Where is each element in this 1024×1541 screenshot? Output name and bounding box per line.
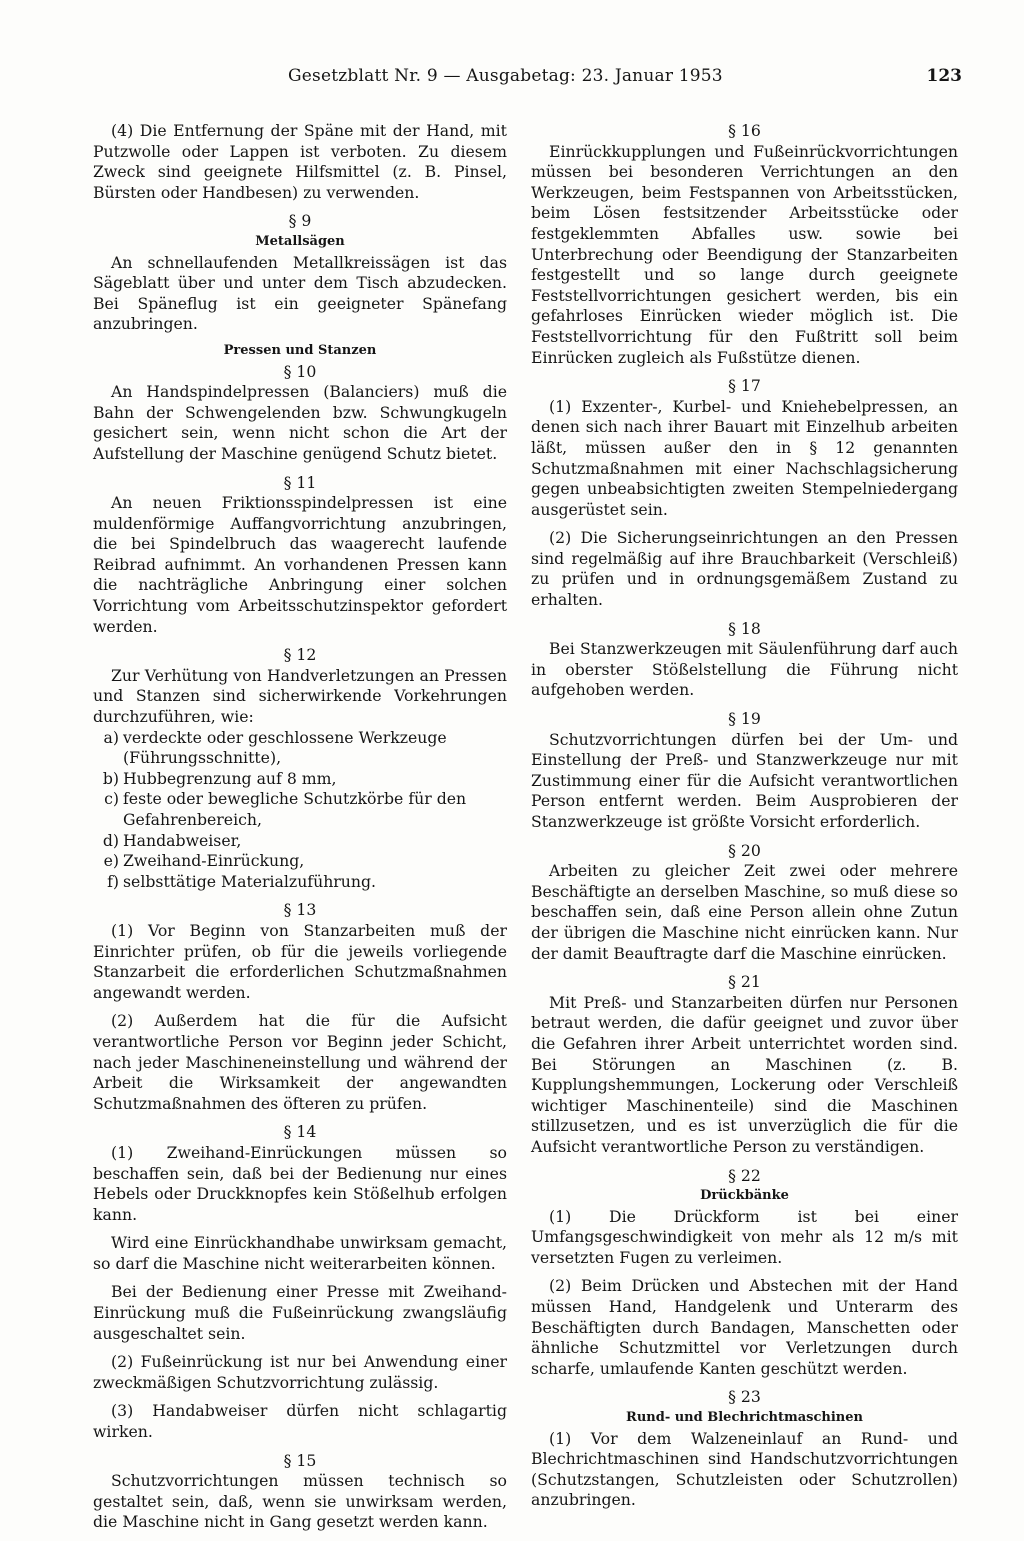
section-22-heading: Drückbänke (700, 1188, 789, 1204)
section-22-number: § 22 (728, 1165, 761, 1185)
section-19-text: Schutzvorrichtungen dürfen bei der Um- und Einstellung der Preß- und Stanzwerkzeuge nur mit Zustimmung einer für die Aufsicht verantwortlichen Person entfernt werden. Beim Ausprobieren der Stanzwerkzeuge ist größte Vorsicht erforderlich. (531, 729, 958, 831)
section-14-p3: (3) Handabweiser dürfen nicht schlagartig wirken. (93, 1401, 507, 1442)
section-21-number: § 21 (728, 972, 761, 992)
section-12-text: Zur Verhütung von Handverletzungen an Pressen und Stanzen sind sicherwirkende Vorkehrungen durchzuführen, wie: (93, 665, 507, 727)
section-11-number: § 11 (283, 472, 317, 492)
list-item-label: b) (102, 768, 119, 788)
section-14-p1: (1) Zweihand-Einrückungen müssen so beschaffen sein, daß bei der Bedienung nur eines Hebels oder Druckknopfes kein Stößelhub erfolgen kann. (93, 1142, 507, 1224)
section-22-p2: (2) Beim Drücken und Abstechen mit der Hand müssen Hand, Handgelenk und Unterarm des Beschäftigten durch Bandagen, Manschetten oder ähnliche Schutzmittel vor Verletzungen durch scharfe, umlaufende Kanten geschützt werden. (531, 1276, 958, 1378)
right-column (531, 121, 958, 1519)
list-item-label: c) (104, 789, 119, 809)
section-14-number: § 14 (283, 1122, 317, 1142)
list-item-text: selbsttätige Materialzuführung. (123, 871, 377, 891)
page-number: 123 (926, 66, 962, 86)
section-9-number: § 9 (288, 211, 312, 231)
section-13-p1: (1) Vor Beginn von Stanzarbeiten muß der Einrichter prüfen, ob für die jeweils vorliegende Stanzarbeit die erforderlichen Schutzmaßnahmen angewandt werden. (93, 920, 507, 1002)
list-item (93, 851, 507, 872)
section-10-text: An Handspindelpressen (Balanciers) muß die Bahn der Schwengelenden bzw. Schwungkugeln gesichert sein, wenn nicht schon die Art der Aufstellung der Maschine genügend Schutz bietet. (93, 382, 507, 463)
list-item (93, 728, 507, 769)
list-item-label: e) (103, 851, 119, 871)
list-item-text: Handabweiser, (123, 830, 242, 850)
section-18-number: § 18 (728, 618, 761, 638)
section-16-number: § 16 (728, 121, 761, 140)
list-item-text: verdeckte oder geschlossene Werkzeuge (Führungsschnitte), (123, 727, 447, 768)
list-item-text: Zweihand-Einrückung, (123, 851, 305, 871)
gazette-title: Gesetzblatt Nr. 9 — Ausgabetag: 23. Januar 1953 (288, 66, 723, 86)
list-item-label: f) (107, 871, 119, 891)
section-20-text: Arbeiten zu gleicher Zeit zwei oder mehrere Beschäftigte an derselben Maschine, so muß diese so beschaffen sein, daß eine Person allein ohne Zutun der übrigen die Maschine nicht einrücken kann. Nur der damit Beauftragte darf die Maschine einrücken. (531, 861, 958, 963)
section-18-text: Bei Stanzwerkzeugen mit Säulenführung darf auch in oberster Stößelstellung die Führung nicht aufgehoben werden. (531, 639, 958, 700)
section-22-p1: (1) Die Drückform ist bei einer Umfangsgeschwindigkeit von mehr als 12 m/s mit versetzten Fugen zu verleimen. (531, 1206, 958, 1267)
section-17-p1: (1) Exzenter-, Kurbel- und Kniehebelpressen, an denen sich nach ihrer Bauart mit Einzelhub arbeiten läßt, müssen außer den in § 12 genannten Schutzmaßnahmen mit einer Nachschlagsicherung gegen unbeabsichtigten zweiten Stempelniedergang ausgerüstet sein. (531, 396, 958, 519)
section-9-text: An schnellaufenden Metallkreissägen ist das Sägeblatt über und unter dem Tisch abzudecken. Bei Späneflug ist ein geeigneter Spänefang anzubringen. (93, 252, 507, 334)
section-23-p1: (1) Vor dem Walzeneinlauf an Rund- und Blechrichtmaschinen sind Handschutzvorrichtungen (Schutzstangen, Schutzleisten oder Schutzrollen) anzubringen. (531, 1428, 958, 1510)
section-9-heading: Metallsägen (255, 233, 345, 249)
list-item-text: Hubbegrenzung auf 8 mm, (123, 768, 337, 788)
list-item-label: d) (102, 830, 119, 850)
section-13-p2: (2) Außerdem hat die für die Aufsicht verantwortliche Person vor Beginn jeder Schicht, nach jeder Maschineneinstellung und während der Arbeit die Wirksamkeit der angewandten Schutzmaßnahmen des öfteren zu prüfen. (93, 1011, 507, 1113)
paragraph-8-4: (4) Die Entfernung der Späne mit der Hand, mit Putzwolle oder Lappen ist verboten. Zu diesem Zweck sind geeignete Hilfsmittel (z. B. Pinsel, Bürsten oder Handbesen) zu verwenden. (93, 121, 507, 202)
section-20-number: § 20 (728, 840, 761, 860)
section-15-number: § 15 (283, 1450, 317, 1470)
section-23-number: § 23 (728, 1387, 761, 1407)
section-14-p2: (2) Fußeinrückung ist nur bei Anwendung einer zweckmäßigen Schutzvorrichtung zulässig. (93, 1352, 507, 1392)
section-10-number: § 10 (283, 361, 317, 381)
section-11-text: An neuen Friktionsspindelpressen ist eine muldenförmige Auffangvorrichtung anzubringen, die bei Spindelbruch das waagerecht laufende Reibrad aufnimmt. An vorhandenen Pressen kann die nachträgliche Anbringung einer solchen Vorrichtung vom Arbeitsschutzinspektor gefordert werden. (93, 493, 507, 636)
section-12-list (93, 728, 507, 893)
section-15-text: Schutzvorrichtungen müssen technisch so gestaltet sein, daß, wenn sie unwirksam werden, die Maschine nicht in Gang gesetzt werden kann. (93, 1471, 507, 1532)
section-17-p2: (2) Die Sicherungseinrichtungen an den Pressen sind regelmäßig auf ihre Brauchbarkeit (Verschleiß) zu prüfen und in ordnungsgemäßem Zustand zu erhalten. (531, 528, 958, 610)
section-13-number: § 13 (283, 900, 317, 920)
heading-pressen-stanzen: Pressen und Stanzen (223, 342, 377, 358)
list-item (93, 831, 507, 852)
list-item-text: feste oder bewegliche Schutzkörbe für den Gefahrenbereich, (123, 789, 467, 829)
list-item (93, 789, 507, 830)
section-14-p1b: Wird eine Einrückhandhabe unwirksam gemacht, so darf die Maschine nicht weiterarbeiten können. (93, 1233, 507, 1273)
section-16-text: Einrückkupplungen und Fußeinrückvorrichtungen müssen bei besonderen Verrichtungen an den Werkzeugen, beim Festspannen von Arbeitsstücken, beim Lösen festsitzender Arbeitsstücke oder festgeklemmten Abfalles usw. sowie bei Unterbrechung oder Beendigung der Stanzarbeiten festgestellt und so lange durch geeignete Feststellvorrichtungen gesichert werden, bis ein gefahrloses Einrücken wieder möglich ist. Die Feststellvorrichtung für den Fußtritt soll beim Einrücken zugleich als Fußstütze dienen. (531, 141, 958, 367)
list-item-label: a) (103, 727, 119, 747)
section-21-text: Mit Preß- und Stanzarbeiten dürfen nur Personen betraut werden, die dafür geeignet und zuvor über die Gefahren ihrer Arbeit unterrichtet worden sind. Bei Störungen an Maschinen (z. B. Kupplungshemmungen, Lockerung oder Verschleiß wichtiger Maschinenteile) sind die Maschinen stillzusetzen, und es ist unverzüglich die für die Aufsicht verantwortliche Person zu verständigen. (531, 992, 958, 1156)
section-14-p1c: Bei der Bedienung einer Presse mit Zweihand-Einrückung muß die Fußeinrückung zwangsläufig ausgeschaltet sein. (93, 1282, 507, 1343)
list-item (93, 769, 507, 790)
list-item (93, 872, 507, 893)
section-17-number: § 17 (728, 376, 761, 396)
section-19-number: § 19 (728, 709, 761, 729)
left-column (93, 121, 507, 1541)
section-12-number: § 12 (283, 645, 317, 665)
page-header (92, 66, 962, 96)
section-23-heading: Rund- und Blechrichtmaschinen (626, 1410, 863, 1426)
